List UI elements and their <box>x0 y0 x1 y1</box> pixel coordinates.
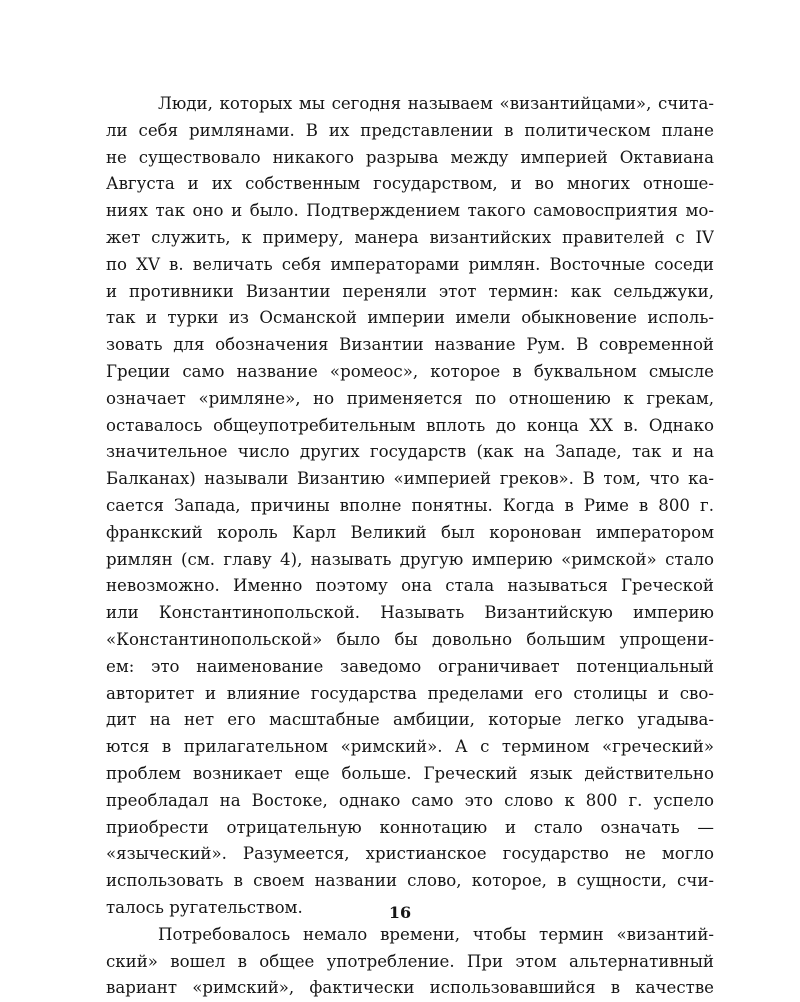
paragraph-2 <box>106 922 714 1002</box>
text-line: преобладал на Востоке, однако само это слово к 800 г. успело <box>106 790 714 810</box>
text-line: «языческий». Разумеется, христианское государство не могло <box>106 844 714 864</box>
text-line: вариант «римский», фактически использовавшийся в качестве <box>106 978 714 998</box>
text-line: приобрести отрицательную коннотацию и стало означать — <box>106 817 714 837</box>
body-text <box>106 91 714 1002</box>
text-line: талось ругательством. <box>106 897 303 917</box>
text-line: Греции само название «ромеос», которое в буквальном смысле <box>106 361 714 381</box>
text-line: означает «римляне», но применяется по отношению к грекам, <box>106 388 714 408</box>
text-line: проблем возникает еще больше. Греческий язык действительно <box>106 763 714 783</box>
text-line: франкский король Карл Великий был коронован императором <box>106 522 714 542</box>
text-line: Потребовалось немало времени, чтобы термин «византий- <box>158 924 714 944</box>
text-line: жет служить, к примеру, манера византийских правителей с IV <box>106 227 714 247</box>
page-number: 16 <box>388 903 412 922</box>
text-line: «Константинопольской» было бы довольно большим упрощени- <box>106 629 714 649</box>
text-line: так и турки из Османской империи имели обыкновение исполь- <box>106 308 714 328</box>
text-line: оставалось общеупотребительным вплоть до конца XX в. Однако <box>106 415 714 435</box>
text-line: и противники Византии переняли этот термин: как сельджуки, <box>106 281 714 301</box>
text-line: значительное число других государств (как на Западе, так и на <box>106 442 714 462</box>
text-line: по XV в. величать себя императорами римлян. Восточные соседи <box>106 254 714 274</box>
text-line: ский» вошел в общее употребление. При этом альтернативный <box>106 951 714 971</box>
text-line: зовать для обозначения Византии название Рум. В современной <box>106 335 714 355</box>
text-line: дит на нет его масштабные амбиции, которые легко угадыва- <box>106 710 714 730</box>
text-line: авторитет и влияние государства пределами его столицы и сво- <box>106 683 714 703</box>
paragraph-1 <box>106 91 714 922</box>
text-line: или Константинопольской. Называть Византийскую империю <box>106 603 714 623</box>
text-line: Люди, которых мы сегодня называем «византийцами», счита- <box>158 94 714 113</box>
text-line: Балканах) называли Византию «империей греков». В том, что ка- <box>106 469 714 489</box>
text-line: использовать в своем названии слово, которое, в сущности, счи- <box>106 871 714 891</box>
text-line: ем: это наименование заведомо ограничивает потенциальный <box>106 656 714 676</box>
text-line: не существовало никакого разрыва между империей Октавиана <box>106 147 714 167</box>
text-line: Августа и их собственным государством, и во многих отноше- <box>106 174 714 194</box>
text-line: ниях так оно и было. Подтверждением такого самовосприятия мо- <box>106 201 714 221</box>
text-line: римлян (см. главу 4), называть другую империю «римской» стало <box>106 549 714 569</box>
text-line: сается Запада, причины вполне понятны. Когда в Риме в 800 г. <box>106 495 714 515</box>
text-line: ются в прилагательном «римский». А с термином «греческий» <box>106 737 714 757</box>
text-line: ли себя римлянами. В их представлении в политическом плане <box>106 120 714 140</box>
text-line: невозможно. Именно поэтому она стала называться Греческой <box>106 576 714 596</box>
